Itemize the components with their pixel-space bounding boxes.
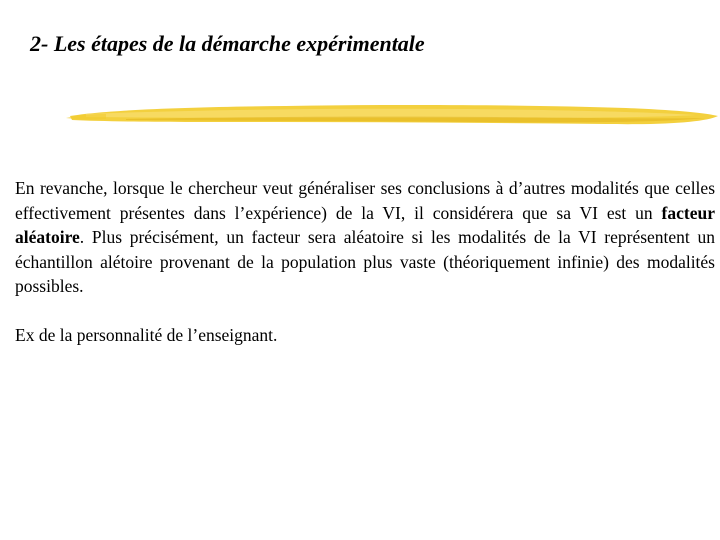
- key-term: facteur aléatoire: [15, 202, 715, 248]
- brush-stroke-tail: [66, 114, 106, 120]
- paragraph-random-factor: [15, 176, 715, 299]
- paragraph-before: En revanche, lorsque le chercheur veut généraliser ses conclusions à d’autres modalités que celles effectivement présentes dans l’expérience) de la VI, il considérera que sa VI est un: [15, 178, 715, 223]
- title-brush-underline: [66, 98, 720, 134]
- body-text: [15, 176, 715, 348]
- paragraph-after: . Plus précisément, un facteur sera aléatoire si les modalités de la VI représentent un échantillon alétoire provenant de la population plus vaste (théoriquement infinie) des modalités possibles.: [15, 227, 715, 297]
- slide-title: 2- Les étapes de la démarche expérimentale: [30, 31, 425, 56]
- example-line: Ex de la personnalité de l’enseignant.: [15, 324, 278, 345]
